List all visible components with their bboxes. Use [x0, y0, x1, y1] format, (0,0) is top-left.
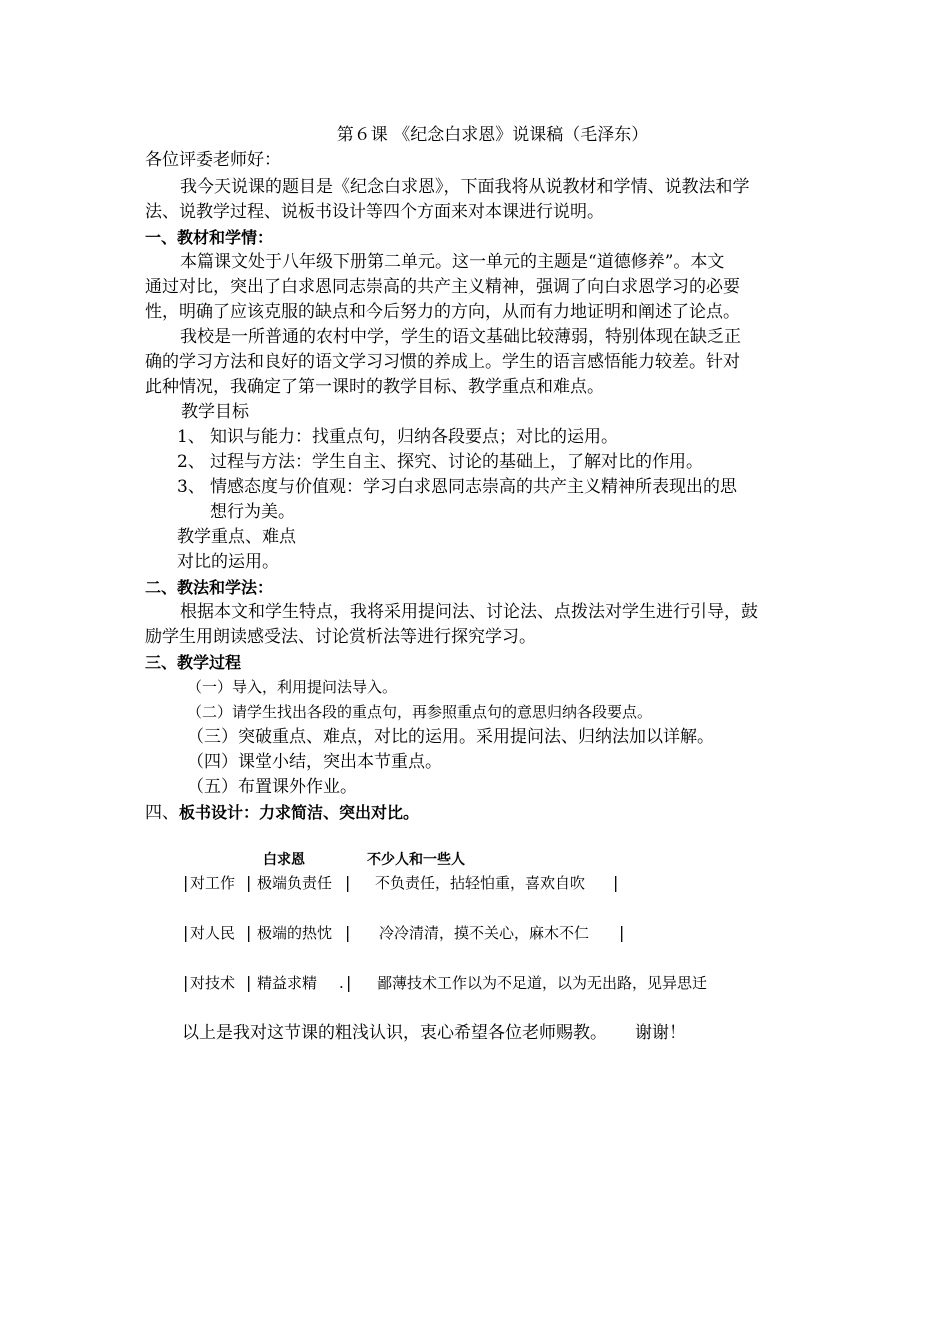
closing-text: 以上是我对这节课的粗浅认识，衷心希望各位老师赐教。 [182, 1023, 607, 1043]
board-divider: | [345, 873, 351, 892]
board-row-technique [183, 972, 803, 994]
board-divider: | [619, 923, 625, 942]
intro-line-2: 法、说教学过程、说板书设计等四个方面来对本课进行说明。 [145, 202, 604, 222]
greeting: 各位评委老师好： [145, 150, 281, 170]
board-divider: | [183, 973, 189, 992]
process-step-2: （二）请学生找出各段的重点句，再参照重点句的意思归纳各段要点。 [187, 703, 653, 721]
section-heading-board [145, 800, 810, 826]
board-col-others-head: 不少人和一些人 [367, 852, 465, 868]
goal-text: 过程与方法：学生自主、探究、讨论的基础上，了解对比的作用。 [210, 452, 703, 472]
board-row-people [183, 922, 803, 944]
goal-text: 情感态度与价值观：学习白求恩同志崇高的共产主义精神所表现出的思 [210, 477, 737, 497]
process-step-5: （五）布置课外作业。 [187, 777, 357, 797]
materials-para1-line-2: 通过对比，突出了白求恩同志崇高的共产主义精神，强调了向白求恩学习的必要 [145, 277, 740, 297]
board-row-others: 鄙薄技术工作以为不足道，以为无出路，见异思迁 [377, 974, 708, 992]
board-heading-prefix: 四、 [145, 803, 179, 823]
section-heading-methods: 二、教法和学法： [145, 578, 274, 597]
methods-line-1: 根据本文和学生特点，我将采用提问法、讨论法、点拨法对学生进行引导，鼓 [180, 602, 758, 622]
goal-number: 3、 [177, 477, 205, 497]
process-step-3: （三）突破重点、难点，对比的运用。采用提问法、归纳法加以详解。 [187, 727, 714, 747]
key-points-text: 对比的运用。 [177, 552, 279, 572]
board-row-others: 不负责任，拈轻怕重，喜欢自吹 [375, 874, 586, 892]
goals-label: 教学目标 [181, 402, 249, 422]
board-row-bethune: 极端的热忱 [257, 924, 333, 942]
board-divider: | [183, 923, 189, 942]
goal-item [177, 475, 810, 500]
board-divider: | [246, 973, 252, 992]
closing-line [182, 1021, 810, 1046]
board-row-label: 对技术 [190, 974, 236, 992]
goal-number: 1、 [177, 427, 205, 447]
goal-item [177, 425, 810, 450]
board-row-label: 对工作 [190, 874, 236, 892]
board-row-bethune: 极端负责任 [257, 874, 333, 892]
materials-para1-line-1: 本篇课文处于八年级下册第二单元。这一单元的主题是“道德修养”。本文 [180, 252, 725, 272]
goal-text: 知识与能力：找重点句，归纳各段要点；对比的运用。 [210, 427, 618, 447]
board-divider: | [613, 873, 619, 892]
board-row-work [183, 872, 803, 894]
board-row-bethune: 精益求精 [257, 974, 318, 992]
intro-line-1: 我今天说课的题目是《纪念白求恩》，下面我将从说教材和学情、说教法和学 [180, 177, 750, 197]
document-title: 第６课 《纪念白求恩》说课稿（毛泽东） [336, 125, 649, 145]
materials-para2-line-2: 确的学习方法和良好的语文学习习惯的养成上。学生的语言感悟能力较差。针对 [145, 352, 740, 372]
goal-item [177, 450, 810, 475]
board-dot: . [339, 974, 344, 992]
board-divider: | [345, 923, 351, 942]
section-heading-process: 三、教学过程 [145, 653, 242, 672]
process-step-4: （四）课堂小结，突出本节重点。 [187, 752, 442, 772]
board-divider: | [246, 873, 252, 892]
board-divider: | [183, 873, 189, 892]
board-row-others: 冷冷清清，摸不关心，麻木不仁 [379, 924, 590, 942]
section-heading-materials: 一、教材和学情： [145, 228, 274, 247]
materials-para2-line-1: 我校是一所普通的农村中学，学生的语文基础比较薄弱，特别体现在缺乏正 [180, 327, 741, 347]
board-row-label: 对人民 [190, 924, 236, 942]
board-divider: | [246, 923, 252, 942]
board-heading-text: 板书设计：力求简洁、突出对比。 [179, 803, 420, 822]
methods-line-2: 励学生用朗读感受法、讨论赏析法等进行探究学习。 [145, 627, 536, 647]
materials-para2-line-3: 此种情况，我确定了第一课时的教学目标、教学重点和难点。 [145, 377, 604, 397]
board-divider: | [346, 973, 352, 992]
board-col-bethune-head: 白求恩 [263, 852, 305, 868]
goal-number: 2、 [177, 452, 205, 472]
goal-text-continued: 想行为美。 [210, 502, 295, 522]
materials-para1-line-3: 性，明确了应该克服的缺点和今后努力的方向，从而有力地证明和阐述了论点。 [145, 302, 740, 322]
thanks-text: 谢谢！ [635, 1023, 686, 1043]
key-points-label: 教学重点、难点 [177, 527, 296, 547]
process-step-1: （一）导入，利用提问法导入。 [187, 678, 398, 696]
